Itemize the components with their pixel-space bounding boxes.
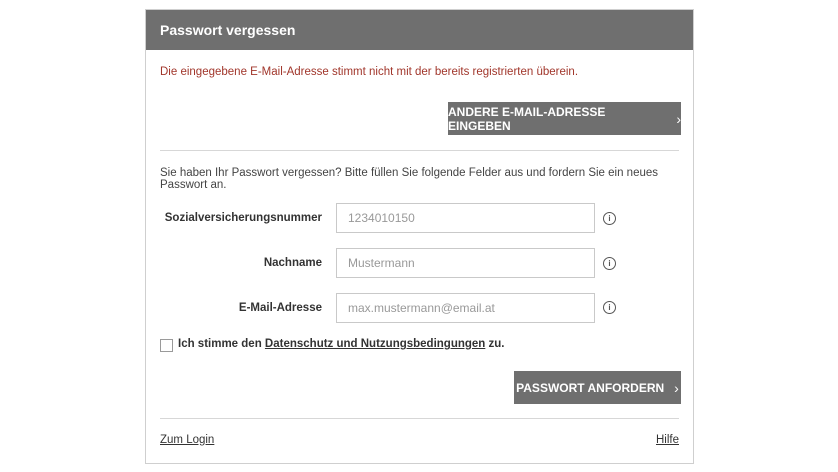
login-link[interactable]: Zum Login bbox=[160, 434, 215, 446]
request-password-button[interactable] bbox=[514, 371, 681, 404]
dialog-title: Passwort vergessen bbox=[160, 22, 296, 38]
lastname-input[interactable] bbox=[336, 248, 595, 278]
other-email-button[interactable] bbox=[448, 102, 681, 135]
intro-text: Sie haben Ihr Passwort vergessen? Bitte füllen Sie folgende Felder aus und fordern Sie ein neues Passwort an. bbox=[160, 167, 659, 191]
ssn-input[interactable] bbox=[336, 203, 595, 233]
help-link[interactable]: Hilfe bbox=[655, 434, 679, 446]
request-password-button-label: PASSWORT ANFORDERN bbox=[516, 380, 665, 395]
dialog-header bbox=[146, 10, 693, 50]
consent-suffix: zu. bbox=[485, 338, 505, 350]
chevron-right-icon: › bbox=[676, 110, 681, 127]
email-label: E-Mail-Adresse bbox=[238, 302, 322, 314]
error-message: Die eingegebene E-Mail-Adresse stimmt nicht mit der bereits registrierten überein. bbox=[160, 66, 579, 78]
privacy-terms-link[interactable]: Datenschutz und Nutzungsbedingungen bbox=[264, 338, 486, 350]
consent-prefix: Ich stimme den bbox=[178, 338, 265, 350]
forgot-password-dialog bbox=[145, 9, 694, 464]
other-email-button-label: ANDERE E-MAIL-ADRESSE EINGEBEN bbox=[448, 104, 606, 133]
consent-text bbox=[178, 338, 505, 350]
email-input[interactable] bbox=[336, 293, 595, 323]
divider-top bbox=[160, 150, 679, 151]
divider-bottom bbox=[160, 418, 679, 419]
lastname-label: Nachname bbox=[263, 257, 322, 269]
info-icon[interactable]: i bbox=[603, 301, 616, 314]
consent-checkbox[interactable] bbox=[160, 339, 173, 352]
chevron-right-icon: › bbox=[674, 379, 679, 396]
info-icon[interactable]: i bbox=[603, 212, 616, 225]
info-icon[interactable]: i bbox=[603, 257, 616, 270]
ssn-label: Sozialversicherungsnummer bbox=[164, 212, 322, 224]
